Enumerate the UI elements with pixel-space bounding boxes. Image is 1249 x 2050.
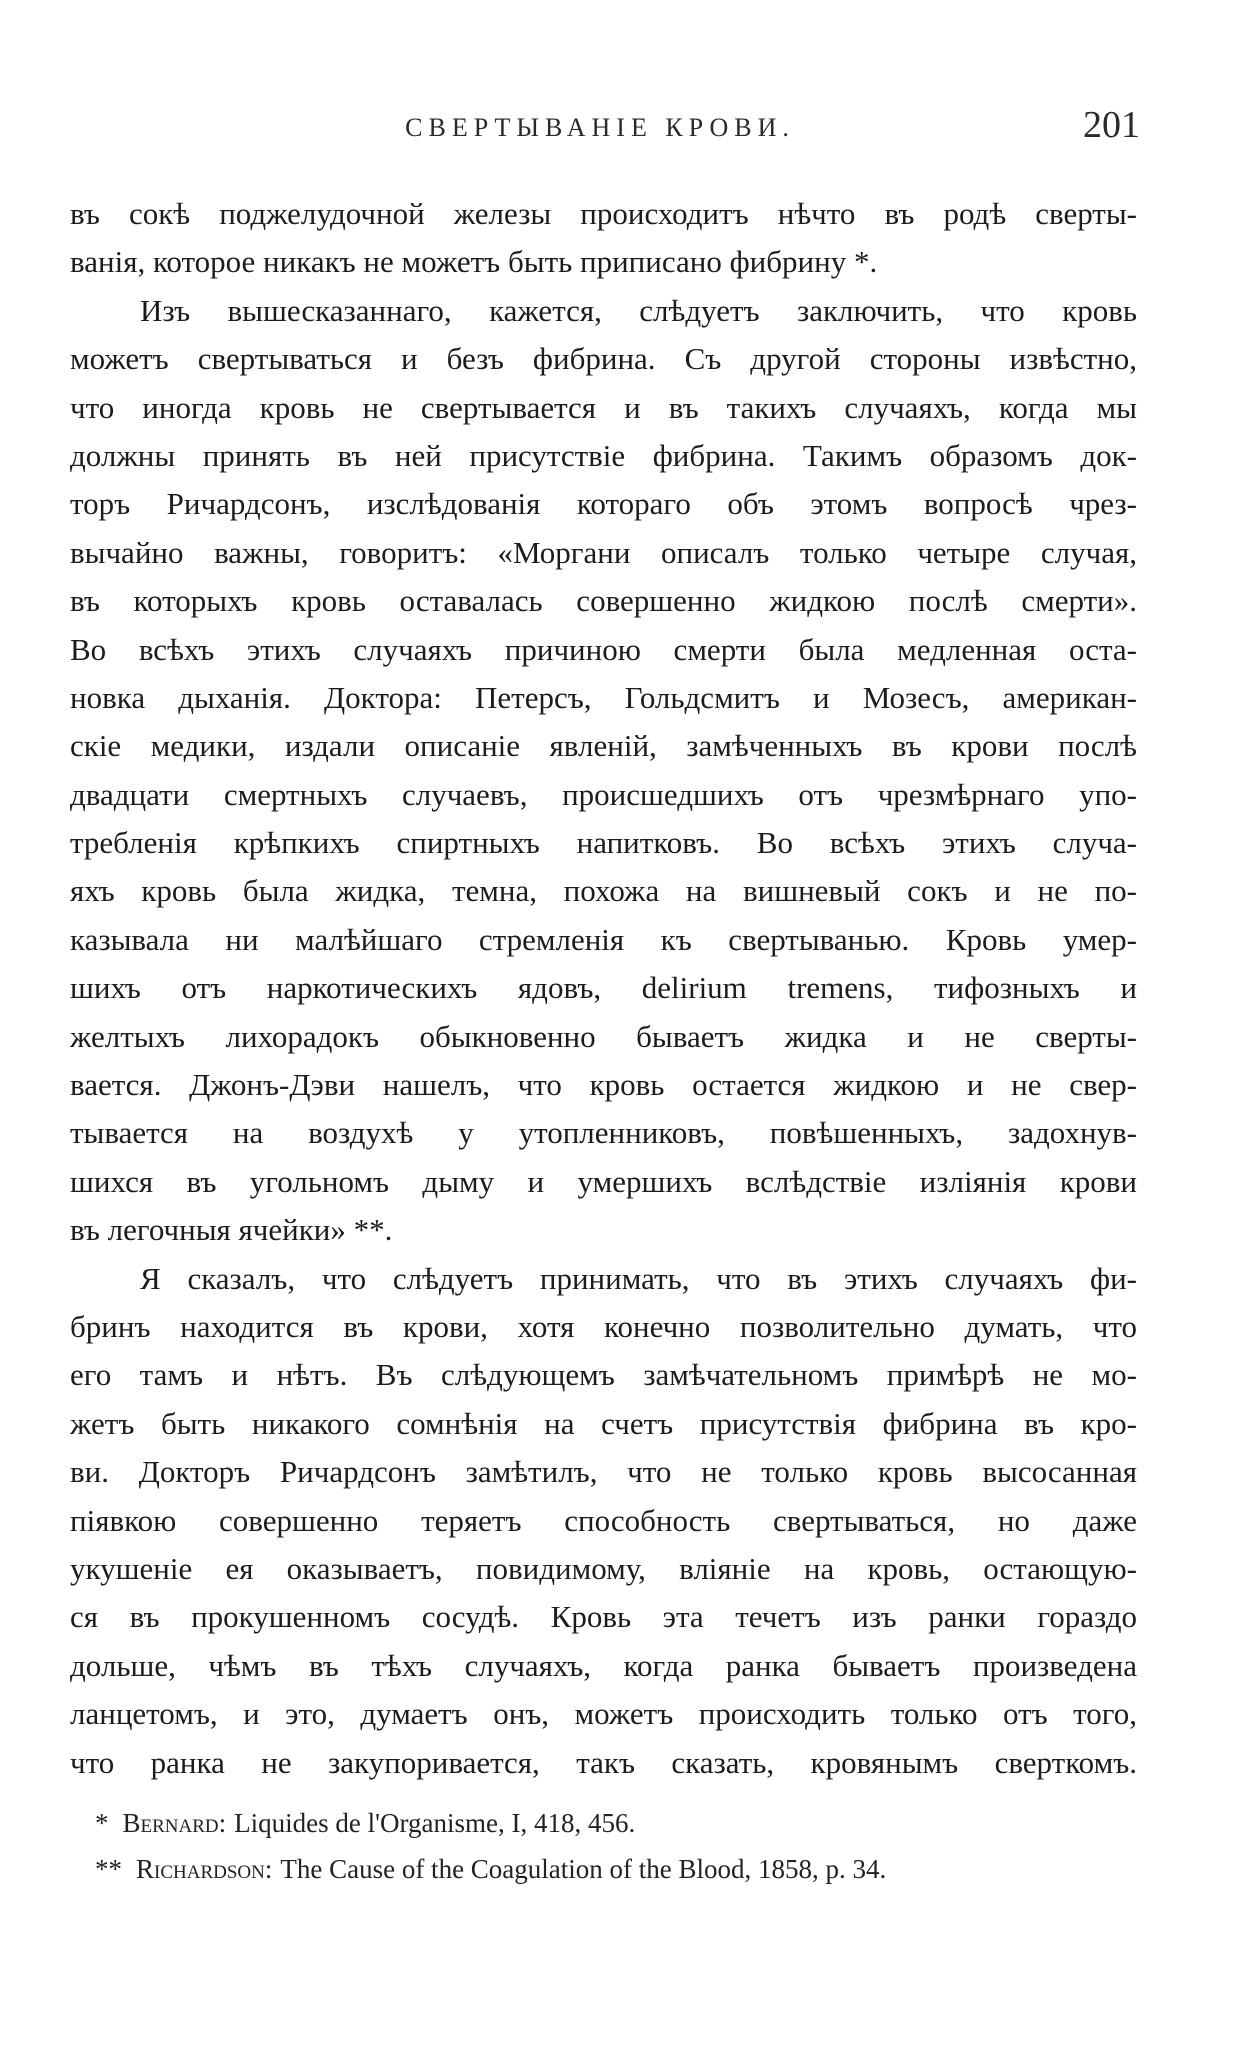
text-line: казывала ни малѣйшаго стремленія къ свертыванью. Кровь умер- — [70, 921, 1137, 957]
text-line: вается. Джонъ-Дэви нашелъ, что кровь остается жидкою и не свер- — [70, 1067, 1137, 1103]
text-line: ланцетомъ, и это, думаетъ онъ, можетъ происходить только отъ того, — [70, 1696, 1137, 1732]
text-line: новка дыханія. Доктора: Петерсъ, Гольдсмитъ и Мозесъ, американ- — [70, 679, 1137, 715]
text-line: бринъ находится въ крови, хотя конечно позволительно думать, что — [70, 1308, 1137, 1344]
footnote — [95, 1800, 1135, 1846]
text-line: требленія крѣпкихъ спиртныхъ напитковъ. Во всѣхъ этихъ случа- — [70, 825, 1137, 861]
footnote-author: Richardson: — [136, 1854, 273, 1884]
text-line: въ которыхъ кровь оставалась совершенно жидкою послѣ смерти». — [70, 583, 1137, 619]
text-line: укушеніе ея оказываетъ, повидимому, вліяніе на кровь, остающую- — [70, 1550, 1137, 1586]
text-line: что ранка не закупоривается, такъ сказать, кровянымъ сверткомъ. — [70, 1744, 1137, 1780]
running-head — [60, 103, 1140, 146]
text-line: вычайно важны, говоритъ: «Моргани описалъ только четыре случая, — [70, 534, 1137, 570]
text-line: дольше, чѣмъ въ тѣхъ случаяхъ, когда ранка бываетъ произведена — [70, 1647, 1137, 1683]
text-line: шихся въ угольномъ дыму и умершихъ вслѣдствіе изліянія крови — [70, 1163, 1137, 1199]
text-line: жетъ быть никакого сомнѣнія на счетъ присутствія фибрина въ кро- — [70, 1405, 1137, 1441]
text-line: Во всѣхъ этихъ случаяхъ причиною смерти была медленная оста- — [70, 631, 1137, 667]
text-line: торъ Ричардсонъ, изслѣдованія котораго объ этомъ вопросѣ чрез- — [70, 486, 1137, 522]
text-line: что иногда кровь не свертывается и въ такихъ случаяхъ, когда мы — [70, 389, 1137, 425]
body-text — [70, 190, 1137, 1787]
text-line: Изъ вышесказаннаго, кажется, слѣдуетъ заключить, что кровь — [140, 292, 1137, 328]
text-line: ванія, которое никакъ не можетъ быть приписано фибрину *. — [70, 244, 878, 280]
text-line: шихъ отъ наркотическихъ ядовъ, delirium tremens, тифозныхъ и — [70, 970, 1137, 1006]
text-line: яхъ кровь была жидка, темна, похожа на вишневый сокъ и не по- — [70, 873, 1137, 909]
footnote-mark: * — [95, 1808, 109, 1838]
text-line: Я сказалъ, что слѣдуетъ принимать, что въ этихъ случаяхъ фи- — [140, 1260, 1137, 1296]
text-line: въ сокѣ поджелудочной железы происходитъ нѣчто въ родѣ сверты- — [70, 196, 1137, 231]
text-line: піявкою совершенно теряетъ способность свертываться, но даже — [70, 1502, 1137, 1538]
text-line: ся въ прокушенномъ сосудѣ. Кровь эта течетъ изъ ранки гораздо — [70, 1599, 1137, 1635]
text-line: можетъ свертываться и безъ фибрина. Съ другой стороны извѣстно, — [70, 341, 1137, 377]
text-line: его тамъ и нѣтъ. Въ слѣдующемъ замѣчательномъ примѣрѣ не мо- — [70, 1357, 1137, 1393]
footnote-text: Liquides de l'Organisme, I, 418, 456. — [234, 1808, 636, 1838]
footnote-mark: ** — [95, 1854, 122, 1884]
footnote — [95, 1846, 1135, 1892]
running-title: СВЕРТЫВАНІЕ КРОВИ. — [405, 113, 795, 142]
text-line: должны принять въ ней присутствіе фибрина. Такимъ образомъ док- — [70, 437, 1137, 473]
text-line: желтыхъ лихорадокъ обыкновенно бываетъ жидка и не сверты- — [70, 1018, 1137, 1054]
text-line: скіе медики, издали описаніе явленій, замѣченныхъ въ крови послѣ — [70, 728, 1137, 764]
text-line: въ легочныя ячейки» **. — [70, 1212, 393, 1248]
text-line: двадцати смертныхъ случаевъ, происшедшихъ отъ чрезмѣрнаго упо- — [70, 776, 1137, 812]
footnotes — [95, 1800, 1135, 1892]
footnote-author: Bernard: — [122, 1808, 227, 1838]
text-line: ви. Докторъ Ричардсонъ замѣтилъ, что не только кровь высосанная — [70, 1454, 1137, 1490]
text-line: тывается на воздухѣ у утопленниковъ, повѣшенныхъ, задохнув- — [70, 1115, 1137, 1151]
page-number: 201 — [1083, 104, 1140, 146]
footnote-text: The Cause of the Coagulation of the Blood, 1858, p. 34. — [280, 1854, 887, 1884]
